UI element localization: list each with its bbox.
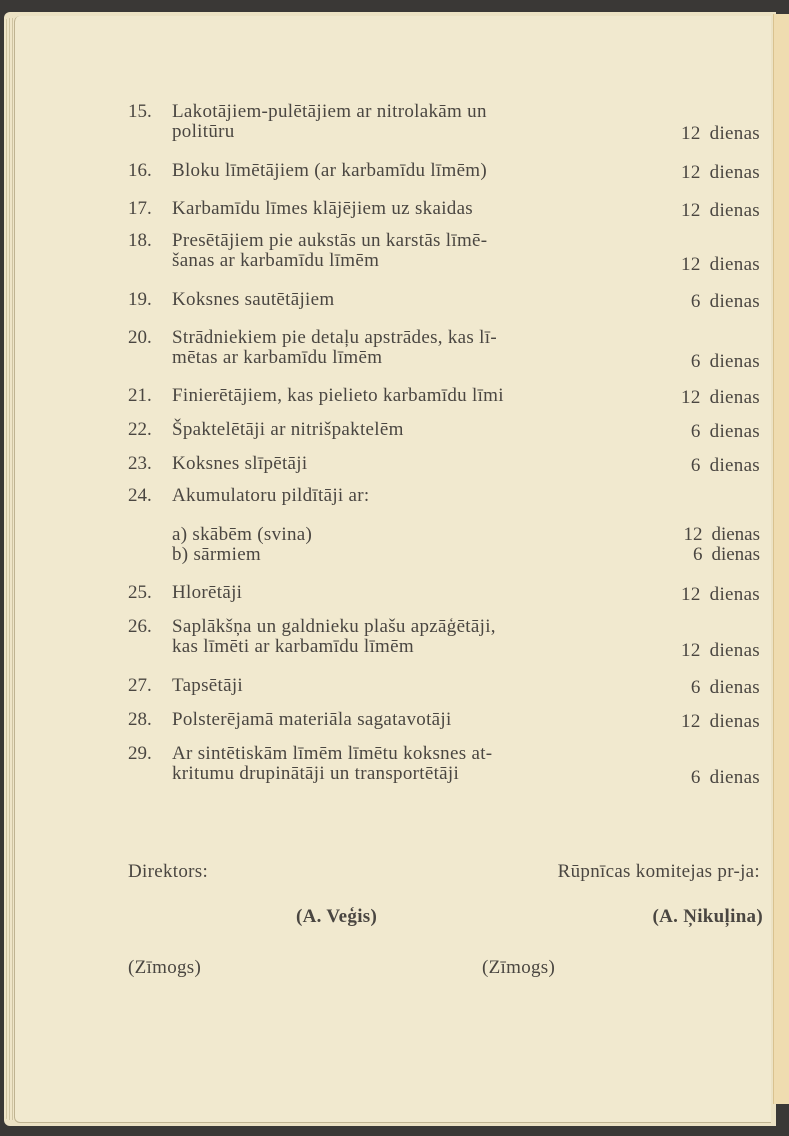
item-text: Polsterējamā materiāla sagatavotāji	[172, 709, 452, 730]
director-stamp: (Zīmogs)	[128, 957, 202, 978]
item-text: Finierētājiem, kas pielieto karbamīdu līmi	[172, 385, 504, 406]
list-item-15	[128, 102, 760, 144]
item-duration	[691, 456, 760, 476]
days-unit: dienas	[709, 200, 760, 221]
item-duration	[681, 585, 760, 605]
list-item-20	[128, 328, 760, 372]
item-text: Bloku līmētājiem (ar karbamīdu līmēm)	[172, 160, 488, 181]
item-number: 23.	[128, 453, 152, 474]
item-number: 28.	[128, 709, 152, 730]
committee-chair-title: Rūpnīcas komitejas pr-ja:	[557, 861, 760, 882]
days-value: 6	[690, 677, 701, 698]
days-value: 12	[681, 387, 701, 408]
item-duration	[691, 422, 760, 442]
list-item-22	[128, 420, 760, 442]
days-unit: dienas	[709, 123, 760, 144]
item-text: Strādniekiem pie detaļu apstrādes, kas lī- mētas ar karbamīdu līmēm	[172, 327, 497, 368]
sub-item-duration	[683, 525, 760, 545]
list-item-27	[128, 676, 760, 698]
days-unit: dienas	[709, 421, 760, 442]
days-value: 6	[692, 544, 703, 565]
sub-item-text: a) skābēm (svina)	[172, 524, 313, 545]
list-item-16	[128, 161, 760, 183]
days-value: 6	[690, 421, 701, 442]
item-number: 27.	[128, 675, 152, 696]
days-value: 12	[681, 584, 701, 605]
item-text: Špaktelētāji ar nitrišpaktelēm	[172, 419, 404, 440]
days-value: 12	[681, 640, 701, 661]
item-number: 17.	[128, 198, 152, 219]
days-unit: dienas	[709, 455, 760, 476]
days-value: 12	[681, 254, 701, 275]
item-duration	[681, 255, 760, 275]
item-duration	[681, 641, 760, 661]
days-unit: dienas	[709, 584, 760, 605]
director-title: Direktors:	[128, 861, 209, 882]
list-item-17	[128, 199, 760, 221]
list-item-18	[128, 231, 760, 275]
sub-item-b	[172, 545, 760, 565]
item-number: 20.	[128, 327, 152, 348]
list-item-23	[128, 454, 760, 476]
item-number: 26.	[128, 616, 152, 637]
days-unit: dienas	[711, 544, 760, 565]
list-item-25	[128, 583, 760, 605]
days-unit: dienas	[709, 291, 760, 312]
item-duration	[691, 352, 760, 372]
days-unit: dienas	[709, 387, 760, 408]
item-number: 16.	[128, 160, 152, 181]
item-duration	[681, 388, 760, 408]
days-value: 6	[690, 291, 701, 312]
days-unit: dienas	[709, 351, 760, 372]
list-item-29	[128, 744, 760, 788]
item-number: 18.	[128, 230, 152, 251]
days-unit: dienas	[709, 254, 760, 275]
item-text: Ar sintētiskām līmēm līmētu koksnes at- kritumu drupinātāji un transportētāji	[172, 743, 493, 784]
days-value: 12	[681, 711, 701, 732]
item-duration	[681, 201, 760, 221]
item-duration	[691, 678, 760, 698]
days-unit: dienas	[709, 677, 760, 698]
item-text: Lakotājiem-pulētājiem ar nitrolakām un politūru	[172, 101, 487, 142]
item-number: 24.	[128, 485, 152, 506]
item-text: Akumulatoru pildītāji ar:	[172, 485, 370, 506]
sub-item-duration	[693, 545, 760, 565]
days-value: 12	[683, 524, 703, 545]
director-name: (A. Veģis)	[296, 906, 378, 927]
item-number: 21.	[128, 385, 152, 406]
item-number: 22.	[128, 419, 152, 440]
days-unit: dienas	[709, 162, 760, 183]
item-text: Karbamīdu līmes klājējiem uz skaidas	[172, 198, 473, 219]
sub-item-a	[172, 525, 760, 545]
item-duration	[681, 124, 760, 144]
item-number: 25.	[128, 582, 152, 603]
days-unit: dienas	[709, 640, 760, 661]
days-unit: dienas	[709, 767, 760, 788]
committee-chair-name: (A. Ņikuļina)	[652, 906, 763, 927]
list-item-26	[128, 617, 760, 661]
days-unit: dienas	[709, 711, 760, 732]
days-value: 12	[681, 162, 701, 183]
item-duration	[691, 768, 760, 788]
item-text: Presētājiem pie aukstās un karstās līmē- šanas ar karbamīdu līmēm	[172, 230, 488, 271]
item-text: Saplākšņa un galdnieku plašu apzāģētāji, kas līmēti ar karbamīdu līmēm	[172, 616, 496, 657]
sub-item-text: b) sārmiem	[172, 544, 262, 565]
item-text: Hlorētāji	[172, 582, 243, 603]
item-text: Koksnes slīpētāji	[172, 453, 308, 474]
item-duration	[691, 292, 760, 312]
committee-stamp: (Zīmogs)	[482, 957, 556, 978]
item-number: 29.	[128, 743, 152, 764]
item-duration	[681, 712, 760, 732]
days-value: 6	[690, 767, 701, 788]
item-number: 19.	[128, 289, 152, 310]
item-text: Tapsētāji	[172, 675, 244, 696]
list-item-19	[128, 290, 760, 312]
list-item-21	[128, 386, 760, 408]
days-value: 6	[690, 455, 701, 476]
days-value: 12	[681, 123, 701, 144]
days-value: 6	[690, 351, 701, 372]
days-unit: dienas	[711, 524, 760, 545]
item-text: Koksnes sautētājiem	[172, 289, 335, 310]
days-value: 12	[681, 200, 701, 221]
item-number: 15.	[128, 101, 152, 122]
item-duration	[681, 163, 760, 183]
list-item-24	[128, 486, 760, 508]
list-item-28	[128, 710, 760, 732]
